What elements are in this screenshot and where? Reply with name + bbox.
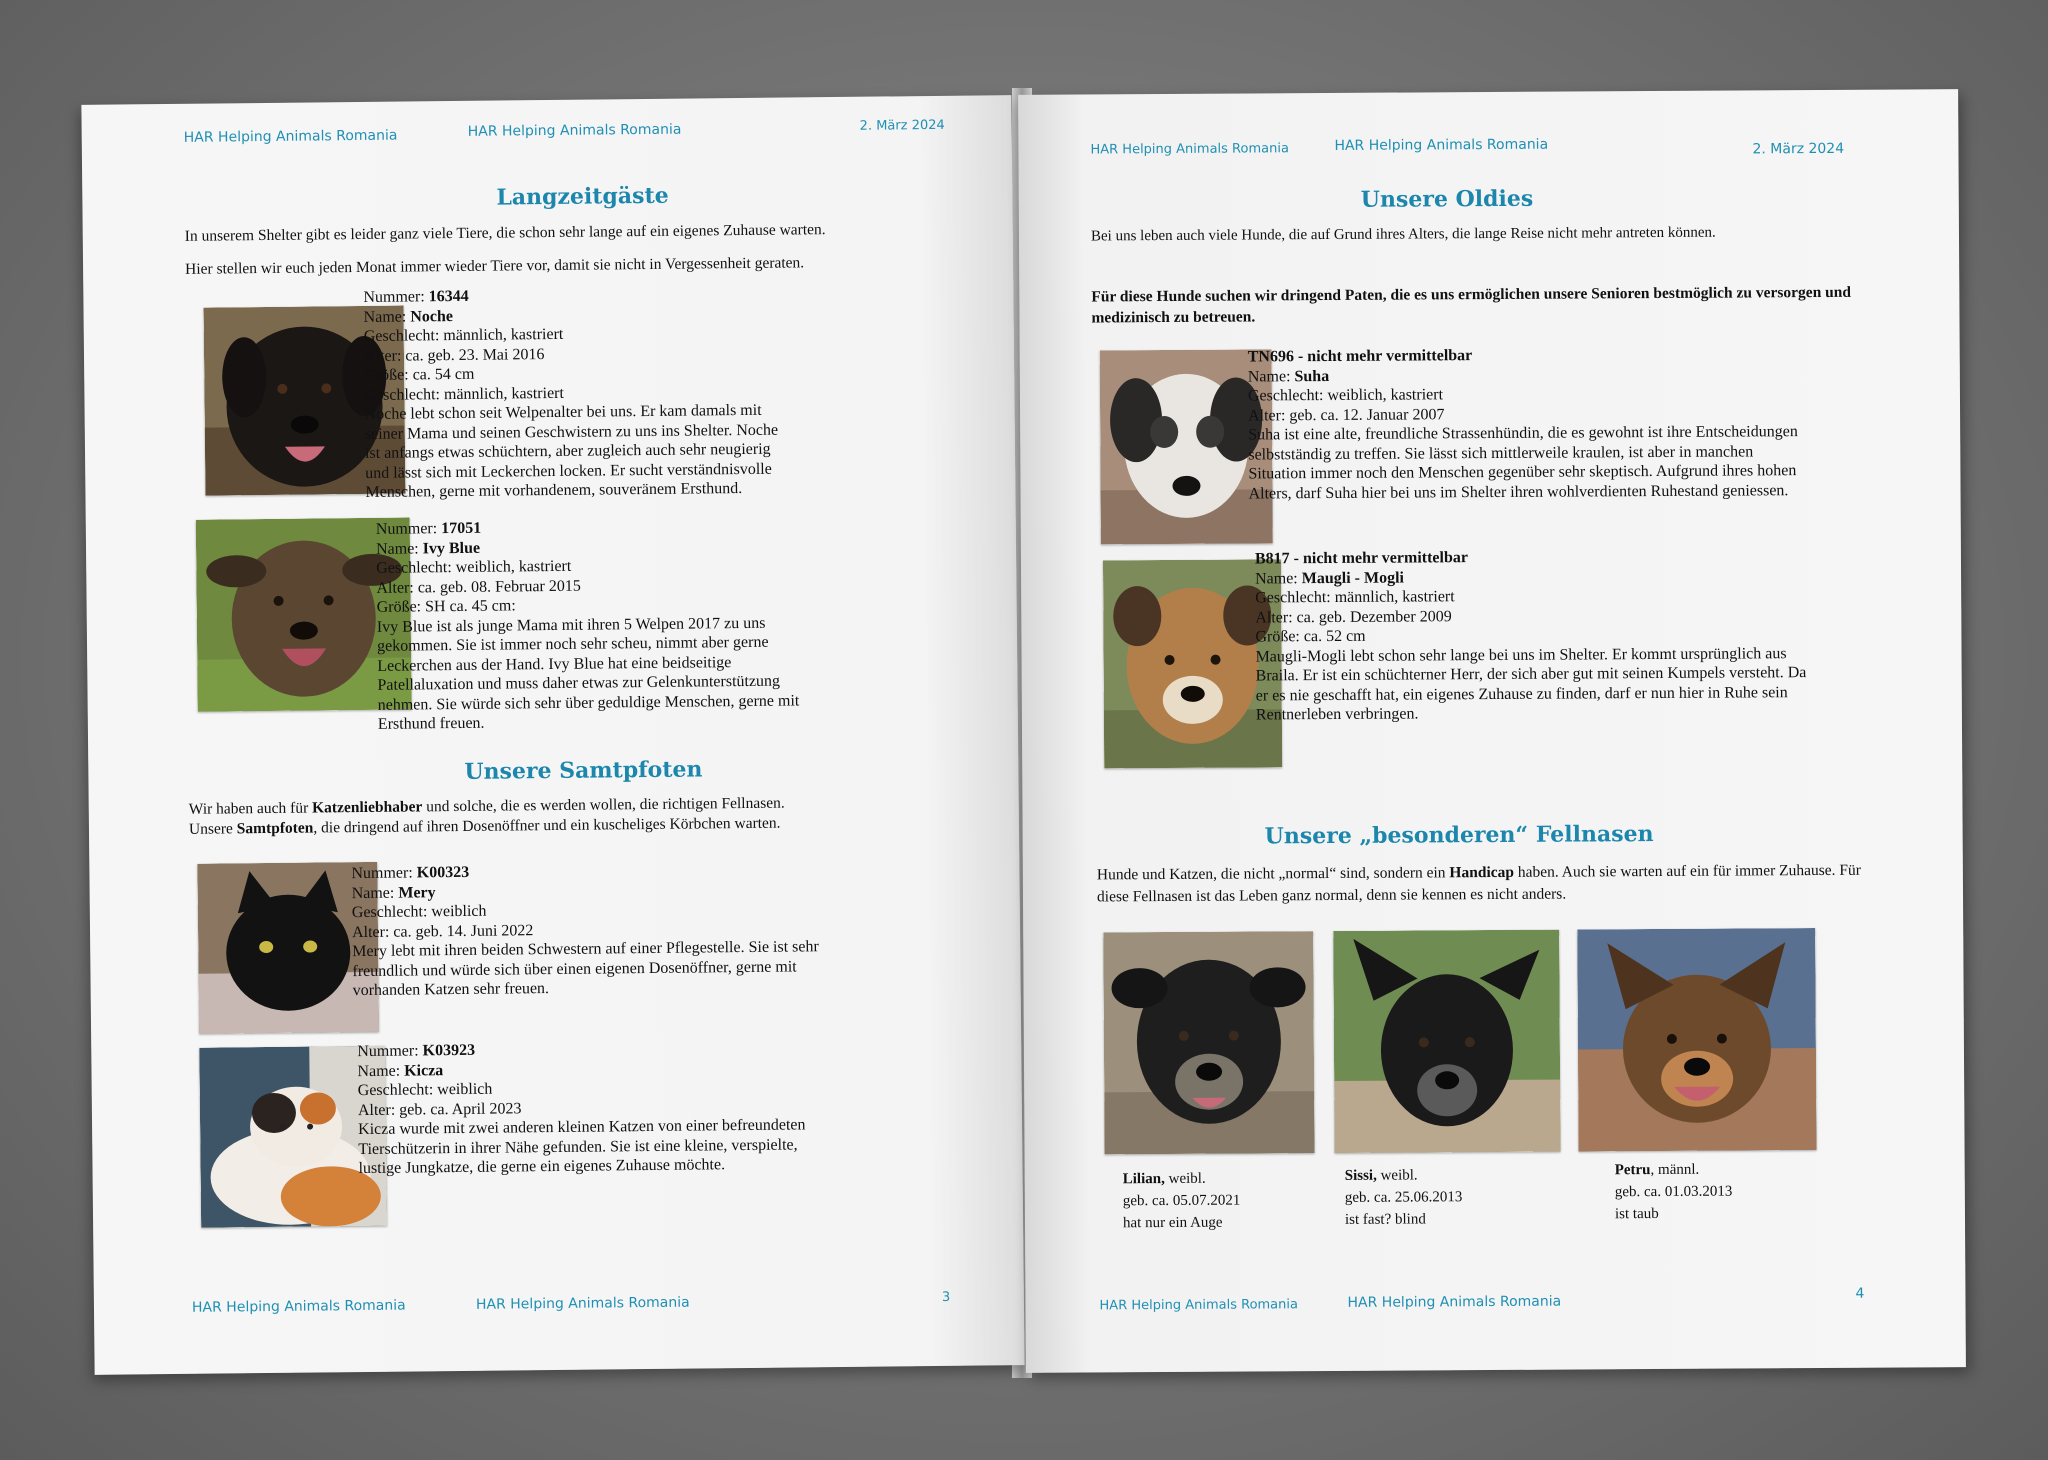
photo-lilian <box>1103 931 1314 1154</box>
animal-name: Suha <box>1294 367 1330 385</box>
info-line: Alter: ca. geb. 08. Februar 2015 <box>376 577 581 597</box>
page-number: 3 <box>941 1289 951 1305</box>
info-line: Geschlecht: weiblich <box>351 902 487 922</box>
animal-number: 17051 <box>441 519 482 538</box>
record-ivy-blue <box>376 515 808 734</box>
intro-line-2: Hier stellen wir euch jeden Monat immer wieder Tiere vor, damit sie nicht in Vergessenheit geraten. <box>185 254 805 278</box>
animal-sex: weibl. <box>1164 1170 1206 1188</box>
oldies-intro-bold: Für diese Hunde suchen wir dringend Paten, die es uns ermöglichen unsere Senioren bestmöglich zu versorgen und medizinisch zu betreuen. <box>1091 283 1852 327</box>
animal-born: geb. ca. 01.03.2013 <box>1614 1183 1733 1201</box>
footer-brand-2: HAR Helping Animals Romania <box>475 1294 690 1313</box>
info-line: Größe: ca. 52 cm <box>1255 627 1366 646</box>
photo-petru <box>1577 928 1816 1151</box>
animal-name: Petru <box>1614 1162 1651 1179</box>
animal-name: Maugli - Mogli <box>1301 569 1404 587</box>
name-label: Name: <box>375 539 419 558</box>
page-4 <box>1018 89 1966 1373</box>
animal-name: Sissi, <box>1344 1167 1377 1184</box>
info-line: Geschlecht: weiblich <box>357 1080 493 1100</box>
caption-lilian <box>1123 1167 1323 1234</box>
animal-sex: weibl. <box>1376 1167 1418 1184</box>
header-date: 2. März 2024 <box>859 117 945 134</box>
name-label: Name: <box>357 1062 401 1080</box>
animal-name: Ivy Blue <box>422 539 481 557</box>
info-line: Größe: SH ca. 45 cm: <box>376 597 516 616</box>
footer-brand-1: HAR Helping Animals Romania <box>191 1297 406 1316</box>
record-suha <box>1248 344 1809 503</box>
footer-brand-1: HAR Helping Animals Romania <box>1099 1297 1298 1314</box>
animal-name: Noche <box>410 307 454 325</box>
animal-status: - nicht mehr vermittelbar <box>1293 549 1468 568</box>
animal-id: TN696 <box>1247 348 1294 366</box>
info-line: Geschlecht: weiblich, kastriert <box>376 557 572 577</box>
section-title-oldies: Unsere Oldies <box>1360 185 1534 213</box>
animal-name: Lilian, <box>1122 1171 1165 1188</box>
photo-sissi <box>1333 930 1560 1153</box>
animal-description: Mery lebt mit ihren beiden Schwestern auf einer Pflegestelle. Sie ist sehr freundlich und würde sich über einen eigenen Dosenöffner, gerne mit vorhanden Katzen sehr freuen. <box>352 938 819 1000</box>
name-label: Name: <box>363 308 407 326</box>
footer-brand-2: HAR Helping Animals Romania <box>1347 1293 1562 1311</box>
page-number: 4 <box>1855 1285 1865 1302</box>
info-line: Alter: ca. geb. 23. Mai 2016 <box>363 345 545 365</box>
cats-intro: Wir haben auch für Katzenliebhaber und solche, die es werden wollen, die richtigen Fellnasen. Unsere Samtpfoten, die dringend auf ihren Dosenöffner und ein kuscheliges Körbchen warten. <box>188 794 785 838</box>
name-label: Name: <box>1255 569 1298 587</box>
record-mery <box>351 859 822 1000</box>
header-brand-2: HAR Helping Animals Romania <box>467 121 682 140</box>
section-title-samtpfoten: Unsere Samtpfoten <box>464 756 703 785</box>
info-line: Alter: ca. geb. 14. Juni 2022 <box>351 921 534 941</box>
animal-handicap: hat nur ein Auge <box>1122 1214 1223 1232</box>
number-label: Nummer: <box>375 520 438 538</box>
info-line: Geschlecht: männlich, kastriert <box>1255 588 1455 607</box>
header-brand-1: HAR Helping Animals Romania <box>183 127 398 146</box>
record-noche <box>363 283 795 502</box>
header-brand-1: HAR Helping Animals Romania <box>1090 141 1289 158</box>
animal-description: Suha ist eine alte, freundliche Strassenhündin, die es gewohnt ist ihre Entscheidungen selbstständig zu treffen. Sie lässt sich mittlerweile kraulen, ist aber in manchen Situation immer noch den Menschen gegenüber sehr skeptisch. Aufgrund ihres hohen Alters, darf Suha hier bei uns im Shelter ihren wohlverdienten Ruhestand geniessen. <box>1248 423 1798 502</box>
info-line: Größe: ca. 54 cm <box>364 365 475 384</box>
record-kicza <box>357 1037 828 1178</box>
info-line: Geschlecht: männlich, kastriert <box>364 384 564 404</box>
animal-number: K00323 <box>416 863 470 882</box>
animal-description: Kicza wurde mit zwei anderen kleinen Katzen von einer befreundeten Tierschützerin in ihrer Nähe gefunden. Sie ist eine kleine, verspielte, lustige Jungkatze, die gerne ein eigenes Zuhause möchte. <box>358 1116 806 1178</box>
number-label: Nummer: <box>363 288 425 306</box>
info-line: Alter: geb. ca. 12. Januar 2007 <box>1248 405 1445 424</box>
name-label: Name: <box>351 884 395 902</box>
section-title-langzeitgaeste: Langzeitgäste <box>496 182 669 211</box>
animal-sex: , männl. <box>1650 1161 1700 1179</box>
animal-description: Maugli-Mogli lebt schon sehr lange bei uns im Shelter. Er kommt ursprünglich aus Braila. Er ist ein schüchterner Herr, der sich aber gut mit seinen Kumpels versteht. Da er es nie geschafft hat, ein eigenes Zuhause zu finden, darf er nun hier in Ruhe sein Rentnerleben verbringen. <box>1255 644 1807 724</box>
number-label: Nummer: <box>357 1042 419 1061</box>
info-line: Geschlecht: männlich, kastriert <box>363 325 564 345</box>
info-line: Alter: ca. geb. Dezember 2009 <box>1255 607 1452 626</box>
number-label: Nummer: <box>351 864 413 883</box>
info-line: Geschlecht: weiblich, kastriert <box>1247 386 1444 405</box>
animal-born: geb. ca. 25.06.2013 <box>1344 1189 1463 1206</box>
header-brand-2: HAR Helping Animals Romania <box>1334 136 1549 154</box>
caption-petru <box>1615 1158 1815 1225</box>
animal-description: Ivy Blue ist als junge Mama mit ihren 5 Welpen 2017 zu uns gekommen. Sie ist immer noch sehr scheu, nimmt aber gerne Leckerchen aus der Hand. Ivy Blue hat eine beidseitige Patellaluxation und muss daher etwas zur Gelenkunterstützung nehmen. Sie würde sich sehr über geduldige Menschen, gerne mit Ersthund freuen. <box>376 614 800 733</box>
animal-number: 16344 <box>428 287 469 306</box>
animal-handicap: ist fast? blind <box>1344 1211 1426 1228</box>
caption-sissi <box>1345 1164 1545 1231</box>
header-date: 2. März 2024 <box>1752 140 1845 158</box>
animal-description: Noche lebt schon seit Welpenalter bei uns. Er kam damals mit seiner Mama und seinen Geschwistern zu uns ins Shelter. Noche ist anfangs etwas schüchtern, aber zugleich auch sehr neugierig und lässt sich mit Leckerchen locken. Er sucht verständnisvolle Menschen, gerne mit vorhandenem, souveränem Ersthund. <box>364 401 779 501</box>
animal-number: K03923 <box>422 1041 476 1060</box>
animal-status: - nicht mehr vermittelbar <box>1297 347 1473 366</box>
oldies-intro: Bei uns leben auch viele Hunde, die auf Grund ihres Alters, die lange Reise nicht mehr antreten können. <box>1090 224 1716 245</box>
special-intro: Hunde und Katzen, die nicht „normal“ sind, sondern ein Handicap haben. Auch sie warten auf ein für immer Zuhause. Für diese Fellnasen ist das Leben ganz normal, denn sie kennen es nicht anders. <box>1096 861 1861 906</box>
page-3 <box>81 95 1024 1375</box>
animal-handicap: ist taub <box>1614 1205 1659 1223</box>
record-maugli-mogli <box>1255 546 1816 725</box>
section-title-besondere-fellnasen: Unsere „besonderen“ Fellnasen <box>1264 821 1654 850</box>
animal-id: B817 <box>1254 550 1290 568</box>
animal-name: Mery <box>398 883 436 902</box>
info-line: Alter: geb. ca. April 2023 <box>357 1099 522 1119</box>
intro-line-1: In unserem Shelter gibt es leider ganz viele Tiere, die schon sehr lange auf ein eigenes Zuhause warten. <box>184 221 826 245</box>
animal-name: Kicza <box>404 1061 444 1080</box>
name-label: Name: <box>1247 367 1291 385</box>
animal-born: geb. ca. 05.07.2021 <box>1122 1192 1241 1210</box>
